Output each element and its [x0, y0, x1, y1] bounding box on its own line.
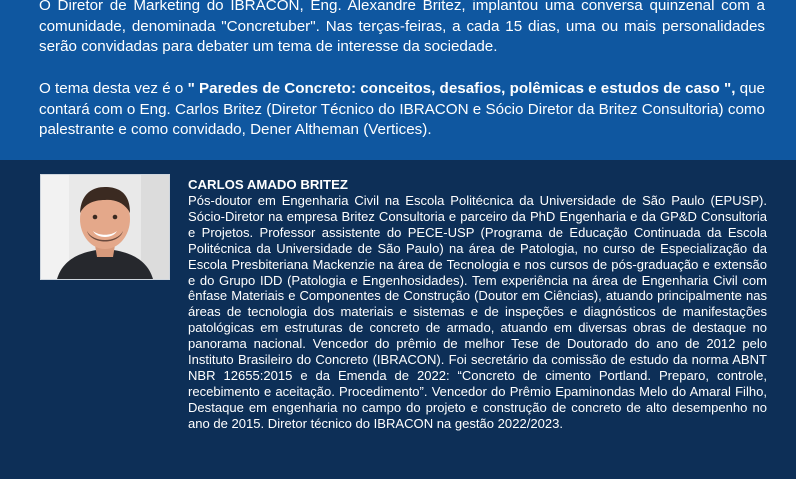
topic-title: " Paredes de Concreto: conceitos, desafios, polêmicas e estudos de caso ", — [187, 80, 736, 97]
speaker-portrait-illustration — [41, 175, 169, 279]
intro-paragraph — [39, 0, 765, 58]
speaker-bio: Pós-doutor em Engenharia Civil na Escola Politécnica da Universidade de São Paulo (EPUSP). Sócio-Diretor na empresa Britez Consultoria e parceiro da PhD Engenharia e da GP&D Consultoria e Projetos. Professor assistente do PECE-USP (Programa de Educação Continuada da Escola Politécnica da Universidade de São Paulo) na área de Patologia, no curso de Especialização da Escola Presbiteriana Mackenzie na área de Tecnologia e nos cursos de pós-graduação e extensão e do Grupo IDD (Patologia e Engenhosidades). Tem experiência na área de Engenharia Civil com ênfase Materiais e Componentes de Construção (Doutor em Ciências), atuando principalmente nas áreas de tecnologia dos materiais e sistemas e de inspeções e diagnósticos de manifestações patológicas em estruturas de concreto de armado, atuando em diversas obras de destaque no panorama nacional. Vencedor do prêmio de melhor Tese de Doutorado do ano de 2012 pelo Instituto Brasileiro do Concreto (IBRACON). Foi secretário da comissão de estudo da norma ABNT NBR 12655:2015 e da Emenda de 2022: “Concreto de cimento Portland. Preparo, controle, recebimento e aceitação. Procedimento”. Vencedor do Prêmio Epaminondas Melo do Amaral Filho, Destaque em engenharia no campo do projeto e construção de concreto de alto desempenho no ano de 2015. Diretor técnico do IBRACON na gestão 2022/2023. — [188, 193, 767, 431]
speaker-name: CARLOS AMADO BRITEZ — [188, 177, 348, 192]
topic-paragraph — [39, 79, 765, 141]
speaker-photo — [40, 174, 170, 280]
topic-intro-text: O tema desta vez é o — [39, 80, 188, 97]
intro-text: O Diretor de Marketing do IBRACON, Eng. Alexandre Britez, implantou uma conversa quinzenal com a comunidade, denominada "Concretuber". Nas terças-feiras, a cada 15 dias, uma ou mais personalidades serão convidadas para debater um tema de interesse da sociedade. — [39, 0, 765, 55]
topic-details-text: que contará com o Eng. Carlos Britez (Diretor Técnico do IBRACON e Sócio Diretor da Britez Consultoria) como palestrante e como convidado, Dener Altheman (Vertices). — [39, 80, 765, 138]
